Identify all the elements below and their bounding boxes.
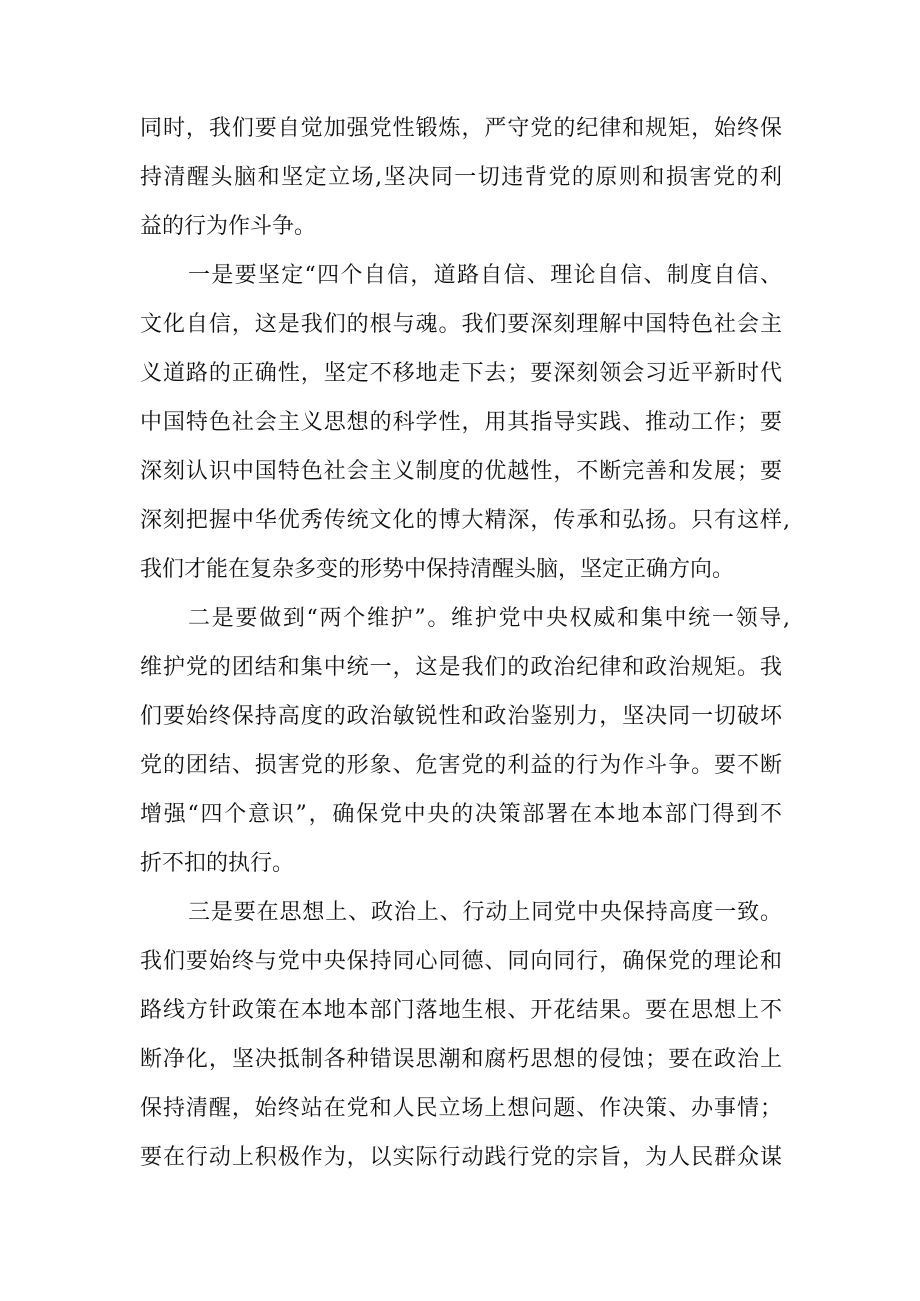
text-line: 持清醒头脑和坚定立场,坚决同一切违背党的原则和损害党的利 <box>140 165 782 190</box>
text-line: 一是要坚定“四个自信，道路自信、理论自信、制度自信、 <box>188 263 782 288</box>
text-line: 二是要做到“两个维护”。维护党中央权威和集中统一领导, <box>188 606 790 631</box>
text-line: 中国特色社会主义思想的科学性，用其指导实践、推动工作；要 <box>140 410 782 435</box>
text-line: 断净化，坚决抵制各种错误思潮和腐朽思想的侵蚀；要在政治上 <box>140 1047 782 1072</box>
text-line: 我们才能在复杂多变的形势中保持清醒头脑，坚定正确方向。 <box>140 557 735 582</box>
text-line: 益的行为作斗争。 <box>140 214 317 239</box>
text-line: 们要始终保持高度的政治敏锐性和政治鉴别力，坚决同一切破坏 <box>140 704 782 729</box>
text-line: 保持清醒，始终站在党和人民立场上想问题、作决策、办事情； <box>140 1096 782 1121</box>
text-line: 折不扣的执行。 <box>140 851 295 876</box>
text-line: 要在行动上积极作为，以实际行动践行党的宗旨，为人民群众谋 <box>140 1145 782 1170</box>
text-line: 我们要始终与党中央保持同心同德、同向同行，确保党的理论和 <box>140 949 782 974</box>
text-line: 维护党的团结和集中统一，这是我们的政治纪律和政治规矩。我 <box>140 655 782 680</box>
text-line: 义道路的正确性，坚定不移地走下去；要深刻领会习近平新时代 <box>140 361 782 386</box>
text-line: 增强“四个意识”，确保党中央的决策部署在本地本部门得到不 <box>140 802 782 827</box>
text-line: 三是要在思想上、政治上、行动上同党中央保持高度一致。 <box>188 900 782 925</box>
text-line: 路线方针政策在本地本部门落地生根、开花结果。要在思想上不 <box>140 998 782 1023</box>
text-line: 深刻把握中华优秀传统文化的博大精深，传承和弘扬。只有这样, <box>140 508 790 533</box>
text-line: 同时，我们要自觉加强党性锻炼，严守党的纪律和规矩，始终保 <box>140 116 782 141</box>
text-line: 文化自信，这是我们的根与魂。我们要深刻理解中国特色社会主 <box>140 312 782 337</box>
text-line: 深刻认识中国特色社会主义制度的优越性，不断完善和发展；要 <box>140 459 782 484</box>
text-line: 党的团结、损害党的形象、危害党的利益的行为作斗争。要不断 <box>140 753 782 778</box>
